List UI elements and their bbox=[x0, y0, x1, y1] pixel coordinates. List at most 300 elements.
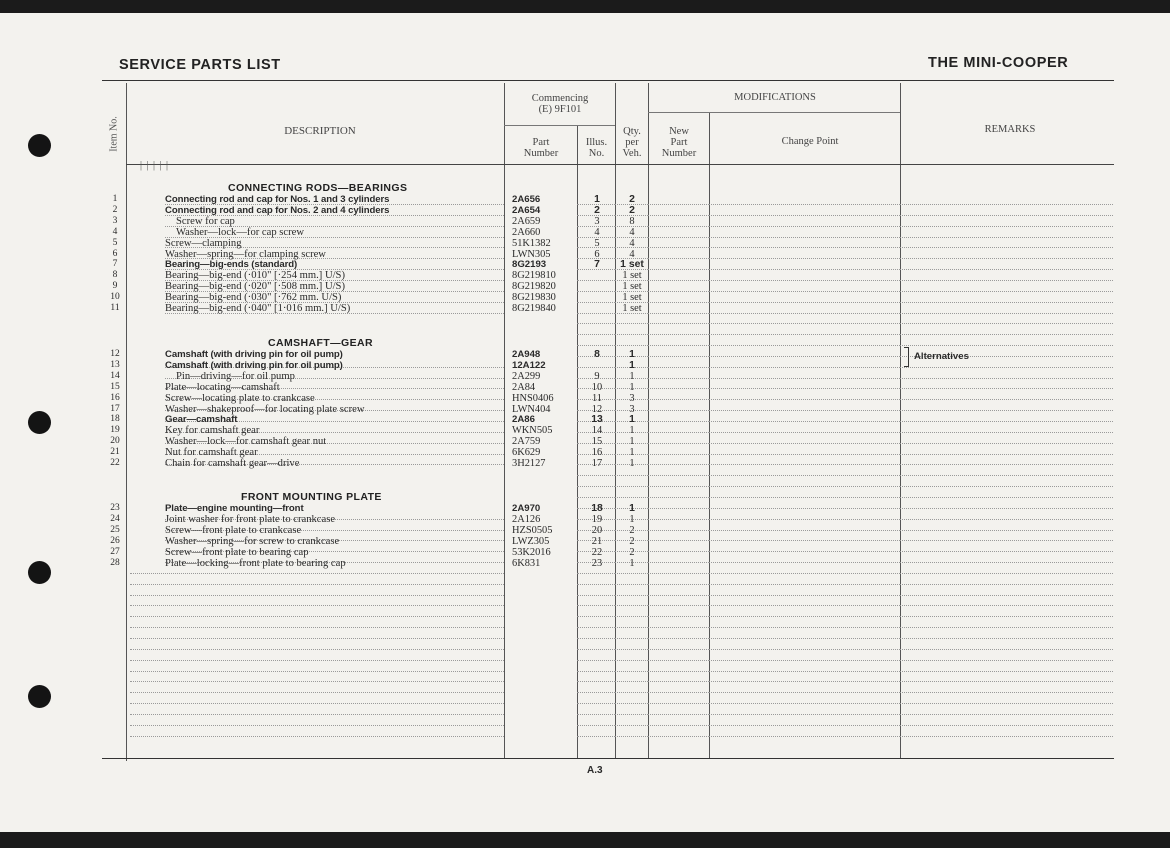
ruled-line bbox=[709, 725, 900, 727]
ruled-line bbox=[900, 692, 1113, 694]
table-row bbox=[0, 547, 1170, 558]
quantity: 1 bbox=[629, 425, 635, 437]
ruled-line bbox=[615, 660, 648, 662]
ruled-line bbox=[900, 497, 1113, 499]
item-number: 18 bbox=[110, 414, 120, 425]
part-number: 6K831 bbox=[512, 557, 541, 569]
part-description: Pin—driving—for oil pump bbox=[176, 370, 295, 382]
ruled-line bbox=[577, 497, 615, 499]
quantity: 1 bbox=[629, 503, 635, 514]
ruled-line bbox=[900, 584, 1113, 586]
ruled-line bbox=[577, 627, 615, 629]
ruled-line bbox=[648, 681, 709, 683]
ruled-line bbox=[709, 703, 900, 705]
ruled-line bbox=[709, 497, 900, 499]
ruled-line bbox=[130, 584, 504, 586]
ruled-line bbox=[130, 714, 504, 716]
illus-number: 18 bbox=[591, 503, 603, 514]
table-row bbox=[0, 382, 1170, 393]
ruled-line bbox=[130, 638, 504, 640]
illus-number: 6 bbox=[594, 248, 600, 260]
ruled-line bbox=[900, 345, 1113, 347]
illus-number: 17 bbox=[591, 458, 603, 469]
quantity: 4 bbox=[629, 226, 635, 238]
part-number: 3H2127 bbox=[512, 458, 546, 469]
part-description: Nut for camshaft gear bbox=[165, 447, 258, 459]
ruled-line bbox=[130, 703, 504, 705]
part-description: Connecting rod and cap for Nos. 1 and 3 cylinders bbox=[165, 194, 390, 205]
table-row bbox=[0, 503, 1170, 514]
ruled-line bbox=[709, 638, 900, 640]
ruled-line bbox=[709, 649, 900, 651]
table-row bbox=[0, 436, 1170, 447]
ruled-line bbox=[577, 649, 615, 651]
remarks-header: REMARKS bbox=[984, 124, 1036, 135]
ruled-line bbox=[615, 475, 648, 477]
ruled-line bbox=[709, 475, 900, 477]
ruled-line bbox=[900, 486, 1113, 488]
ruled-line bbox=[577, 671, 615, 673]
ruled-line bbox=[709, 714, 900, 716]
part-description: Screw—locating plate to crankcase bbox=[165, 392, 315, 404]
ruled-line bbox=[648, 497, 709, 499]
part-description: Chain for camshaft gear—drive bbox=[165, 458, 300, 469]
part-description: Screw—clamping bbox=[165, 237, 242, 249]
part-number: 12A122 bbox=[512, 359, 546, 371]
table-row bbox=[0, 249, 1170, 260]
quantity: 1 bbox=[629, 447, 635, 459]
table-row bbox=[0, 205, 1170, 216]
part-description: Camshaft (with driving pin for oil pump) bbox=[165, 359, 343, 371]
ruled-line bbox=[615, 671, 648, 673]
part-description: Washer—lock—for camshaft gear nut bbox=[165, 436, 327, 448]
ruled-line bbox=[577, 605, 615, 607]
part-description: Plate—locating—camshaft bbox=[165, 381, 280, 393]
item-number: 12 bbox=[110, 349, 120, 359]
indent-marker: | | | | | bbox=[140, 160, 170, 171]
ruled-line bbox=[130, 725, 504, 727]
ruled-line bbox=[615, 486, 648, 488]
ruled-line bbox=[648, 334, 709, 336]
item-number: 20 bbox=[110, 436, 120, 447]
illus-number: 21 bbox=[591, 535, 603, 547]
quantity: 1 bbox=[629, 513, 635, 525]
item-number: 4 bbox=[112, 226, 118, 237]
part-description: Connecting rod and cap for Nos. 2 and 4 cylinders bbox=[165, 204, 390, 216]
ruled-line bbox=[130, 660, 504, 662]
commencing-header: Commencing bbox=[531, 93, 589, 104]
illus-number: 1 bbox=[594, 194, 600, 205]
part-number: 53K2016 bbox=[512, 546, 551, 558]
ruled-line bbox=[648, 627, 709, 629]
column-header-rule bbox=[126, 164, 1114, 165]
ruled-line bbox=[648, 605, 709, 607]
ruled-line bbox=[130, 692, 504, 694]
ruled-line bbox=[577, 573, 615, 575]
part-number: HZS0505 bbox=[512, 524, 553, 536]
ruled-line bbox=[130, 671, 504, 673]
item-number: 11 bbox=[110, 303, 120, 313]
modifications-header: MODIFICATIONS bbox=[734, 92, 816, 103]
part-description: Washer—spring—for clamping screw bbox=[165, 248, 326, 260]
part-number: 51K1382 bbox=[512, 237, 551, 249]
part-number: 8G2193 bbox=[512, 259, 547, 271]
table-row bbox=[0, 303, 1170, 314]
ruled-line bbox=[648, 475, 709, 477]
ruled-line bbox=[615, 605, 648, 607]
ruled-line bbox=[709, 605, 900, 607]
table-row bbox=[0, 414, 1170, 425]
quantity: 1 set bbox=[620, 259, 644, 271]
ruled-line bbox=[709, 345, 900, 347]
new-part-number-header: New Part Number bbox=[661, 126, 697, 159]
illus-number: 5 bbox=[594, 237, 600, 249]
quantity: 1 bbox=[629, 414, 635, 426]
ruled-line bbox=[648, 486, 709, 488]
table-row bbox=[0, 292, 1170, 303]
ruled-line bbox=[615, 627, 648, 629]
ruled-line bbox=[709, 323, 900, 325]
quantity: 1 bbox=[629, 359, 635, 371]
part-number-header: Part Number bbox=[523, 137, 559, 159]
ruled-line bbox=[709, 736, 900, 738]
quantity: 2 bbox=[629, 194, 635, 205]
table-row bbox=[0, 238, 1170, 249]
quantity: 2 bbox=[629, 204, 635, 216]
illus-number: 13 bbox=[591, 414, 603, 426]
part-number: 8G219830 bbox=[512, 292, 556, 304]
part-description: Joint washer for front plate to crankcase bbox=[165, 513, 336, 525]
modifications-rule bbox=[648, 112, 900, 113]
part-description: Screw for cap bbox=[176, 215, 235, 227]
illus-number: 8 bbox=[594, 349, 600, 360]
ruled-line bbox=[130, 736, 504, 738]
ruled-line bbox=[900, 736, 1113, 738]
part-number: 2A299 bbox=[512, 370, 541, 382]
ruled-line bbox=[900, 703, 1113, 705]
alternatives-bracket bbox=[904, 347, 909, 367]
part-description: Plate—locking—front plate to bearing cap bbox=[165, 557, 346, 569]
table-row bbox=[0, 216, 1170, 227]
ruled-line bbox=[900, 573, 1113, 575]
part-number: LWN404 bbox=[512, 403, 551, 415]
quantity: 1 bbox=[629, 381, 635, 393]
ruled-line bbox=[709, 595, 900, 597]
ruled-line bbox=[709, 584, 900, 586]
quantity: 2 bbox=[629, 546, 635, 558]
section-title: FRONT MOUNTING PLATE bbox=[241, 491, 382, 503]
table-row bbox=[0, 458, 1170, 469]
ruled-line bbox=[577, 681, 615, 683]
ruled-line bbox=[577, 692, 615, 694]
ruled-line bbox=[577, 660, 615, 662]
part-description: Bearing—big-end (·010" [·254 mm.] U/S) bbox=[165, 270, 345, 282]
part-description: Screw—front plate to bearing cap bbox=[165, 546, 309, 558]
part-number: HNS0406 bbox=[512, 392, 554, 404]
ruled-line bbox=[900, 714, 1113, 716]
item-number: 1 bbox=[112, 194, 118, 204]
part-description: Washer—spring—for screw to crankcase bbox=[165, 535, 340, 547]
ruled-line bbox=[648, 573, 709, 575]
binder-hole bbox=[28, 685, 51, 708]
table-row bbox=[0, 270, 1170, 281]
part-number: 2A948 bbox=[512, 349, 541, 360]
part-description: Plate—engine mounting—front bbox=[165, 503, 304, 514]
ruled-line bbox=[709, 573, 900, 575]
ruled-line bbox=[615, 584, 648, 586]
ruled-line bbox=[130, 605, 504, 607]
ruled-line bbox=[900, 323, 1113, 325]
table-row bbox=[0, 404, 1170, 415]
quantity: 1 set bbox=[622, 303, 642, 314]
item-number: 2 bbox=[112, 204, 118, 215]
page-number: A.3 bbox=[587, 765, 603, 776]
illus-number: 11 bbox=[591, 392, 602, 404]
ruled-line bbox=[615, 345, 648, 347]
qty-header: Qty. per Veh. bbox=[622, 126, 642, 159]
ruled-line bbox=[900, 334, 1113, 336]
part-description: Bearing—big-end (·020" [·508 mm.] U/S) bbox=[165, 281, 345, 293]
quantity: 1 set bbox=[622, 292, 642, 304]
ruled-line bbox=[615, 714, 648, 716]
ruled-line bbox=[615, 725, 648, 727]
ruled-line bbox=[615, 616, 648, 618]
part-description: Gear—camshaft bbox=[165, 414, 238, 426]
table-row bbox=[0, 393, 1170, 404]
ruled-line bbox=[577, 714, 615, 716]
ruled-line bbox=[900, 725, 1113, 727]
illus-number: 15 bbox=[591, 436, 603, 448]
page-title: SERVICE PARTS LIST bbox=[119, 57, 281, 73]
quantity: 1 set bbox=[622, 281, 642, 293]
table-row bbox=[0, 558, 1170, 569]
quantity: 1 bbox=[629, 557, 635, 569]
table-row bbox=[0, 349, 1170, 360]
illus-number: 14 bbox=[591, 425, 603, 437]
ruled-line bbox=[709, 692, 900, 694]
item-number: 21 bbox=[110, 447, 120, 458]
description-header: DESCRIPTION bbox=[284, 125, 356, 137]
item-number: 13 bbox=[110, 359, 120, 370]
ruled-line bbox=[900, 681, 1113, 683]
part-number: 2A659 bbox=[512, 215, 541, 227]
quantity: 2 bbox=[629, 524, 635, 536]
ruled-line bbox=[709, 486, 900, 488]
ruled-line bbox=[130, 681, 504, 683]
commencing-rule bbox=[504, 125, 615, 126]
part-description: Washer—shakeproof—for locating plate screw bbox=[165, 403, 365, 415]
ruled-line bbox=[577, 334, 615, 336]
ruled-line bbox=[648, 714, 709, 716]
ruled-line bbox=[615, 323, 648, 325]
ruled-line bbox=[615, 573, 648, 575]
table-row bbox=[0, 525, 1170, 536]
ruled-line bbox=[577, 345, 615, 347]
section-title: CAMSHAFT—GEAR bbox=[268, 337, 373, 349]
ruled-line bbox=[648, 584, 709, 586]
table-row bbox=[0, 371, 1170, 382]
part-number: 2A84 bbox=[512, 381, 536, 393]
illus-number: 10 bbox=[591, 381, 603, 393]
part-number: 2A660 bbox=[512, 226, 541, 238]
item-number: 17 bbox=[110, 403, 120, 414]
illus-number: 16 bbox=[591, 447, 603, 459]
table-row bbox=[0, 227, 1170, 238]
quantity: 1 bbox=[629, 370, 635, 382]
ruled-line bbox=[648, 692, 709, 694]
table-row bbox=[0, 447, 1170, 458]
quantity: 2 bbox=[629, 535, 635, 547]
change-point-header: Change Point bbox=[781, 136, 839, 147]
ruled-line bbox=[900, 475, 1113, 477]
illus-number: 12 bbox=[591, 403, 603, 415]
commencing-code: (E) 9F101 bbox=[538, 104, 582, 115]
part-description: Washer—lock—for cap screw bbox=[176, 226, 304, 238]
illus-number: 4 bbox=[594, 226, 600, 238]
ruled-line bbox=[709, 671, 900, 673]
quantity: 4 bbox=[629, 248, 635, 260]
illus-number: 9 bbox=[594, 370, 600, 382]
table-row bbox=[0, 514, 1170, 525]
illus-number: 7 bbox=[594, 259, 600, 271]
illus-number: 22 bbox=[591, 546, 603, 558]
ruled-line bbox=[648, 725, 709, 727]
ruled-line bbox=[900, 627, 1113, 629]
part-number: 2A759 bbox=[512, 436, 541, 448]
binder-hole bbox=[28, 134, 51, 157]
ruled-line bbox=[648, 660, 709, 662]
item-number: 9 bbox=[112, 281, 118, 292]
part-number: 8G219810 bbox=[512, 270, 556, 282]
part-description: Key for camshaft gear bbox=[165, 425, 260, 437]
item-number: 8 bbox=[112, 270, 118, 281]
ruled-line bbox=[709, 627, 900, 629]
ruled-line bbox=[648, 595, 709, 597]
item-number: 15 bbox=[110, 381, 120, 392]
quantity: 1 bbox=[629, 436, 635, 448]
ruled-line bbox=[709, 660, 900, 662]
ruled-line bbox=[577, 736, 615, 738]
part-number: WKN505 bbox=[512, 425, 553, 437]
illus-number: 2 bbox=[594, 204, 600, 216]
item-number: 25 bbox=[110, 524, 120, 535]
quantity: 4 bbox=[629, 237, 635, 249]
ruled-line bbox=[615, 497, 648, 499]
illus-number: 20 bbox=[591, 524, 603, 536]
ruled-line bbox=[648, 671, 709, 673]
ruled-line bbox=[648, 323, 709, 325]
table-row bbox=[0, 281, 1170, 292]
ruled-line bbox=[900, 660, 1113, 662]
ruled-line bbox=[130, 649, 504, 651]
ruled-line bbox=[648, 703, 709, 705]
part-number: 2A126 bbox=[512, 513, 541, 525]
item-number: 16 bbox=[110, 392, 120, 403]
ruled-line bbox=[648, 736, 709, 738]
item-number: 26 bbox=[110, 535, 120, 546]
ruled-line bbox=[577, 323, 615, 325]
ruled-line bbox=[615, 649, 648, 651]
item-no-header: Item No. bbox=[108, 116, 120, 152]
table-row bbox=[0, 425, 1170, 436]
section-title: CONNECTING RODS—BEARINGS bbox=[228, 182, 408, 194]
part-number: 6K629 bbox=[512, 447, 541, 459]
ruled-line bbox=[577, 638, 615, 640]
item-number: 19 bbox=[110, 425, 120, 436]
model-title: THE MINI-COOPER bbox=[928, 55, 1069, 71]
quantity: 1 bbox=[629, 349, 635, 360]
ruled-line bbox=[615, 681, 648, 683]
ruled-line bbox=[648, 616, 709, 618]
part-description: Camshaft (with driving pin for oil pump) bbox=[165, 349, 343, 360]
ruled-line bbox=[615, 736, 648, 738]
part-description: Bearing—big-ends (standard) bbox=[165, 259, 298, 271]
ruled-line bbox=[900, 649, 1113, 651]
quantity: 3 bbox=[629, 403, 635, 415]
ruled-line bbox=[648, 345, 709, 347]
part-description: Bearing—big-end (·040" [1·016 mm.] U/S) bbox=[165, 303, 351, 314]
item-number: 27 bbox=[110, 546, 120, 557]
item-number: 10 bbox=[110, 292, 120, 303]
part-number: 2A656 bbox=[512, 194, 541, 205]
item-number: 24 bbox=[110, 513, 120, 524]
part-number: LWZ305 bbox=[512, 535, 550, 547]
item-number: 6 bbox=[112, 248, 118, 259]
ruled-line bbox=[130, 616, 504, 618]
part-number: 2A970 bbox=[512, 503, 541, 514]
ruled-line bbox=[577, 703, 615, 705]
illus-no-header: Illus. No. bbox=[585, 137, 608, 159]
item-number: 3 bbox=[112, 215, 118, 226]
illus-number: 3 bbox=[594, 215, 600, 227]
part-description: Bearing—big-end (·030" [·762 mm. U/S) bbox=[165, 292, 342, 304]
item-number: 22 bbox=[110, 458, 120, 468]
part-number: 2A654 bbox=[512, 204, 541, 216]
item-number: 7 bbox=[112, 259, 118, 270]
item-number: 5 bbox=[112, 237, 118, 248]
ruled-line bbox=[577, 475, 615, 477]
ruled-line bbox=[900, 616, 1113, 618]
part-number: LWN305 bbox=[512, 248, 551, 260]
ruled-line bbox=[577, 584, 615, 586]
item-number: 23 bbox=[110, 503, 120, 513]
ruled-line bbox=[900, 671, 1113, 673]
part-number: 8G219840 bbox=[512, 303, 556, 314]
ruled-line bbox=[130, 627, 504, 629]
ruled-line bbox=[130, 595, 504, 597]
footer-rule bbox=[102, 758, 1114, 759]
table-row bbox=[0, 360, 1170, 371]
ruled-line bbox=[577, 486, 615, 488]
quantity: 8 bbox=[629, 215, 635, 227]
ruled-line bbox=[577, 725, 615, 727]
ruled-line bbox=[648, 638, 709, 640]
illus-number: 19 bbox=[591, 513, 603, 525]
ruled-line bbox=[615, 334, 648, 336]
ruled-line bbox=[709, 681, 900, 683]
ruled-line bbox=[900, 595, 1113, 597]
item-number: 14 bbox=[110, 370, 120, 381]
ruled-line bbox=[615, 703, 648, 705]
ruled-line bbox=[709, 334, 900, 336]
table-row bbox=[0, 536, 1170, 547]
part-description: Screw—front plate to crankcase bbox=[165, 524, 302, 536]
ruled-line bbox=[709, 616, 900, 618]
ruled-line bbox=[577, 595, 615, 597]
ruled-line bbox=[615, 595, 648, 597]
ruled-line bbox=[615, 692, 648, 694]
ruled-line bbox=[648, 649, 709, 651]
